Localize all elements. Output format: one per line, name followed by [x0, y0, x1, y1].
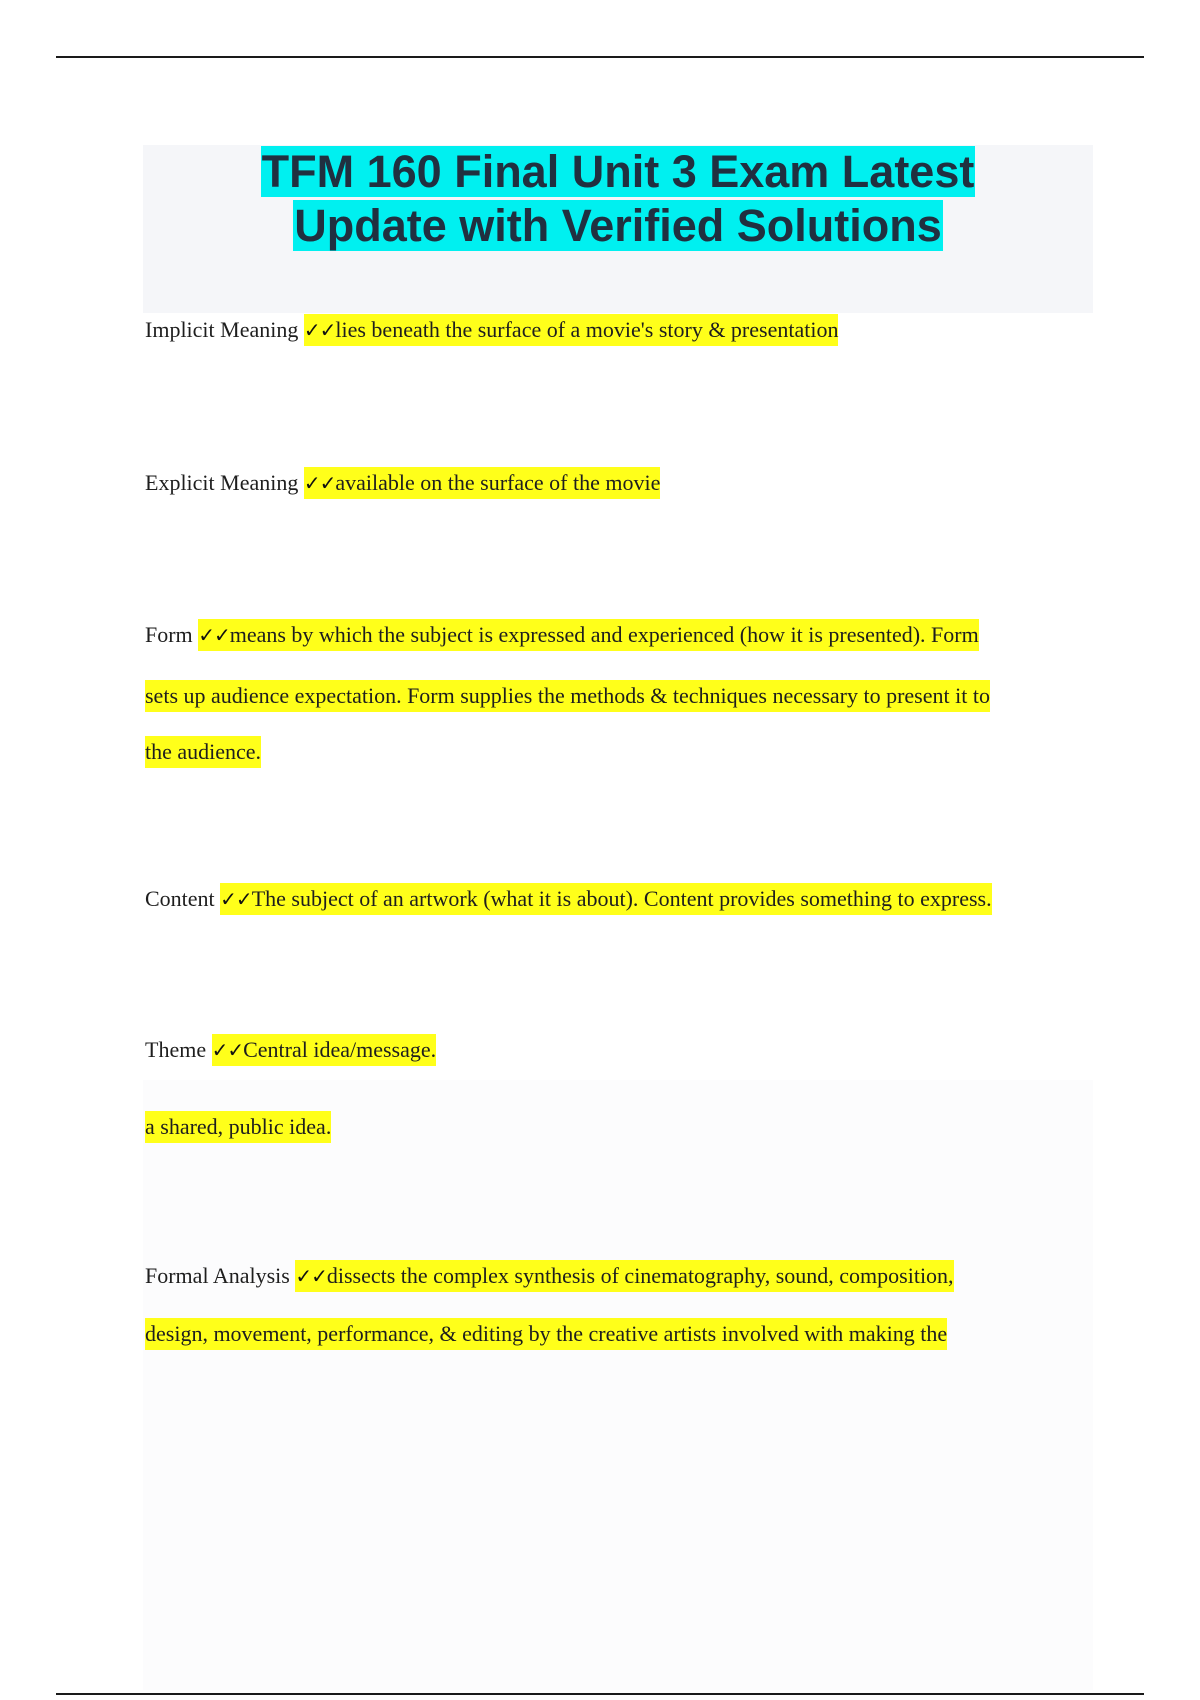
term-label: Theme	[145, 1037, 207, 1062]
definition-text: design, movement, performance, & editing by the creative artists involved with making the	[145, 1318, 947, 1350]
definition-text: Central idea/message.	[243, 1037, 437, 1062]
term-label: Form	[145, 622, 193, 647]
term-label: Implicit Meaning	[145, 317, 299, 342]
definition-text: a shared, public idea.	[145, 1111, 331, 1143]
entry-theme-line-2	[145, 1112, 331, 1142]
entry-formal-analysis-line-2	[145, 1319, 947, 1349]
entry-implicit-meaning	[145, 315, 838, 345]
title-line-1: TFM 160 Final Unit 3 Exam Latest	[261, 146, 975, 197]
definition-text: dissects the complex synthesis of cinematography, sound, composition,	[326, 1263, 954, 1288]
double-check-icon: ✓✓	[303, 318, 336, 342]
definition-text: the audience.	[145, 736, 261, 768]
title-box	[143, 145, 1093, 313]
top-rule	[56, 56, 1144, 58]
term-label: Explicit Meaning	[145, 470, 299, 495]
double-check-icon: ✓✓	[295, 1264, 327, 1288]
entry-explicit-meaning	[145, 468, 660, 498]
entry-form-line-3	[145, 737, 261, 767]
entry-formal-analysis	[145, 1261, 954, 1291]
definition-text: available on the surface of the movie	[335, 470, 661, 495]
double-check-icon: ✓✓	[211, 1038, 244, 1062]
double-check-icon: ✓✓	[198, 623, 230, 647]
double-check-icon: ✓✓	[303, 471, 336, 495]
definition-text: sets up audience expectation. Form supplies the methods & techniques necessary to present it to	[145, 680, 990, 712]
term-label: Formal Analysis	[145, 1263, 290, 1288]
entry-form	[145, 620, 979, 650]
term-label: Content	[145, 886, 215, 911]
bottom-rule	[56, 1693, 1144, 1695]
entry-form-line-2	[145, 681, 990, 711]
title-line-2: Update with Verified Solutions	[294, 200, 942, 251]
entry-theme	[145, 1035, 436, 1065]
definition-text: lies beneath the surface of a movie's story & presentation	[335, 317, 839, 342]
document-title	[143, 145, 1093, 253]
entry-content	[145, 884, 992, 914]
definition-text: means by which the subject is expressed and experienced (how it is presented). Form	[229, 622, 979, 647]
definition-text: The subject of an artwork (what it is about). Content provides something to express.	[251, 886, 992, 911]
page-background	[143, 1080, 1093, 1690]
double-check-icon: ✓✓	[220, 887, 252, 911]
